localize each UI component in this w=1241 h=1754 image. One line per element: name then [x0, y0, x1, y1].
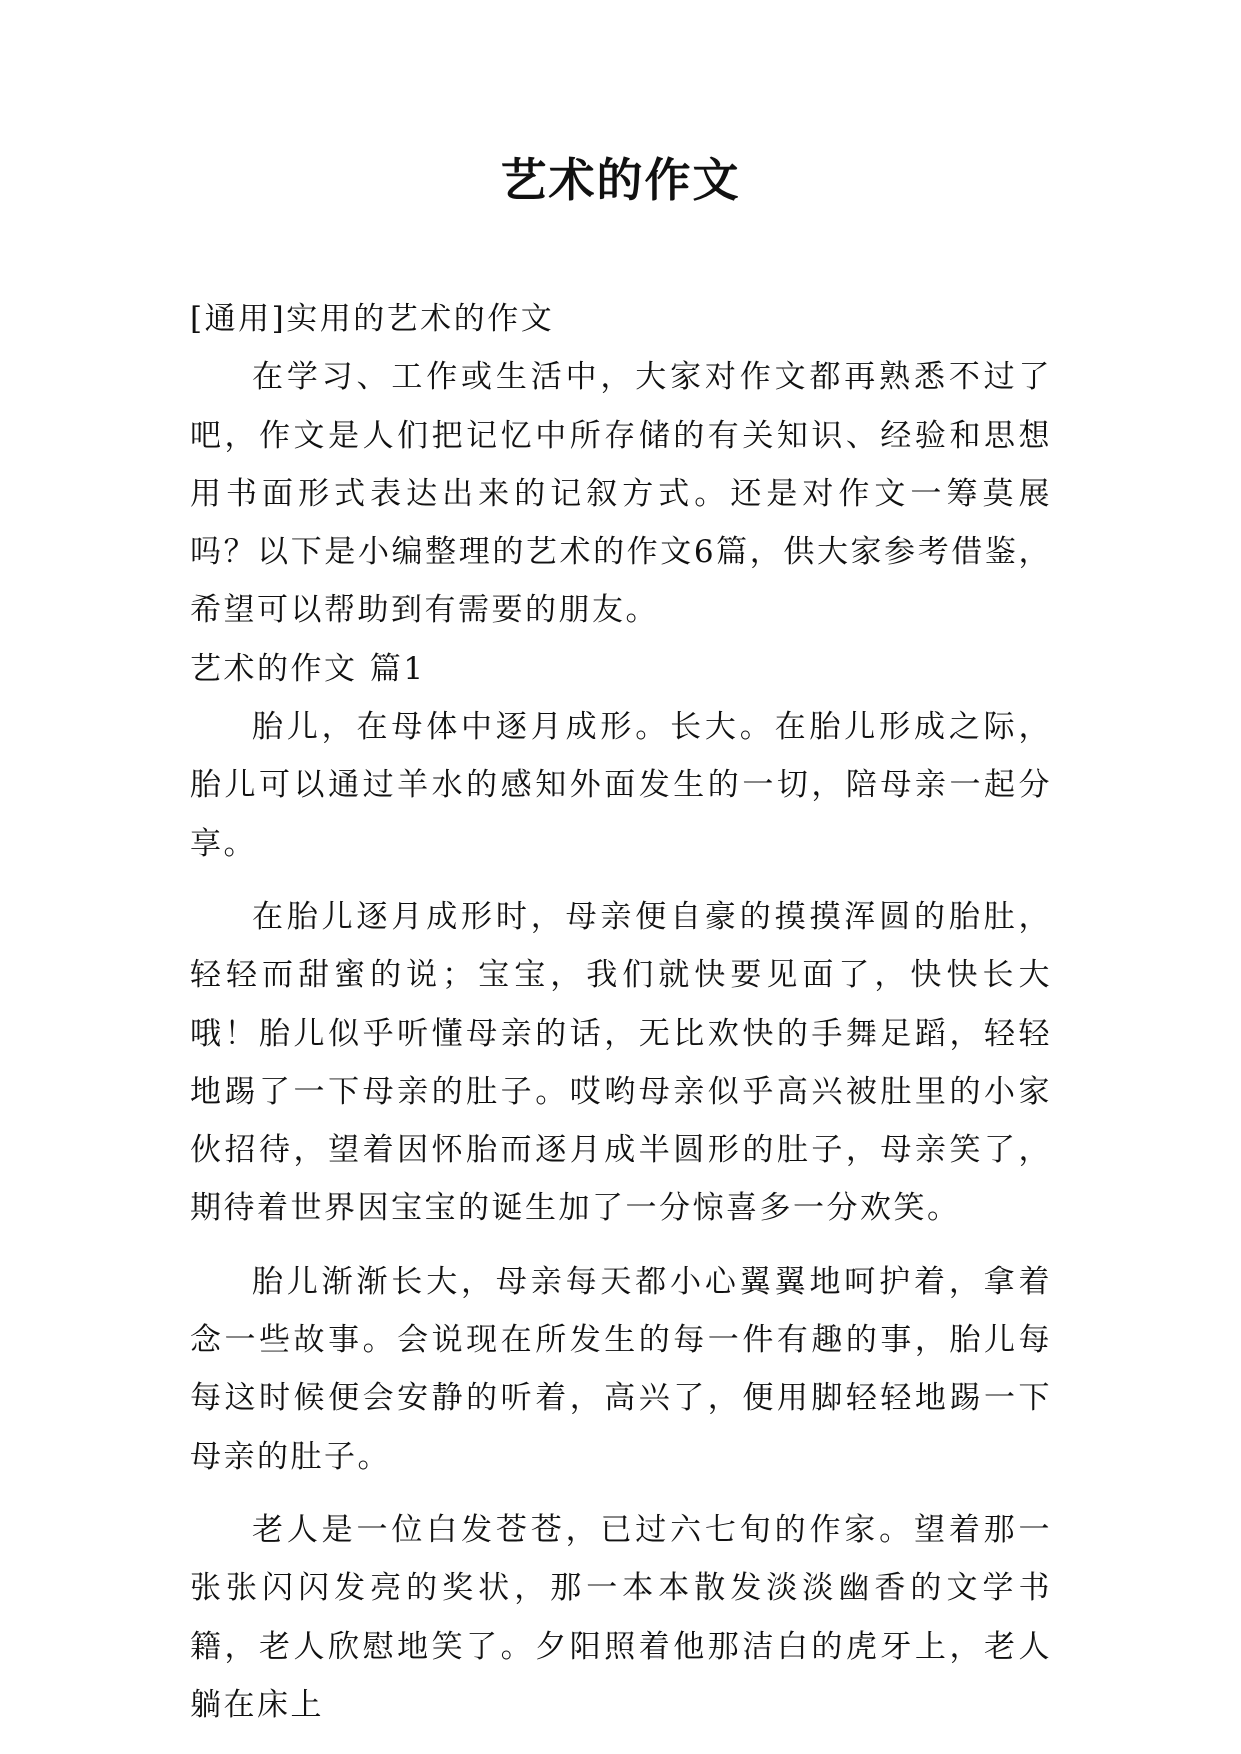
document-body — [190, 290, 1052, 1734]
body-paragraph: 胎儿，在母体中逐月成形。长大。在胎儿形成之际，胎儿可以通过羊水的感知外面发生的一切，陪母亲一起分享。 — [190, 709, 1052, 862]
body-paragraph: 胎儿渐渐长大，母亲每天都小心翼翼地呵护着，拿着念一些故事。会说现在所发生的每一件有趣的事，胎儿每每这时候便会安静的听着，高兴了，便用脚轻轻地踢一下母亲的肚子。 — [190, 1263, 1052, 1475]
document-title: 艺术的作文 — [500, 153, 741, 207]
body-paragraph: 在胎儿逐月成形时，母亲便自豪的摸摸浑圆的胎肚，轻轻而甜蜜的说；宝宝，我们就快要见面了，快快长大哦！胎儿似乎听懂母亲的话，无比欢快的手舞足蹈，轻轻地踢了一下母亲的肚子。哎哟母亲似乎高兴被肚里的小家伙招待，望着因怀胎而逐月成半圆形的肚子，母亲笑了，期待着世界因宝宝的诞生加了一分惊喜多一分欢笑。 — [190, 898, 1052, 1227]
intro-paragraph: 在学习、工作或生活中，大家对作文都再熟悉不过了吧，作文是人们把记忆中所存储的有关知识、经验和思想用书面形式表达出来的记叙方式。还是对作文一筹莫展吗？以下是小编整理的艺术的作文6篇，供大家参考借鉴，希望可以帮助到有需要的朋友。 — [190, 359, 1052, 629]
section-heading: 艺术的作文 篇1 — [190, 650, 426, 687]
body-paragraph: 老人是一位白发苍苍，已过六七旬的作家。望着那一张张闪闪发亮的奖状，那一本本散发淡淡幽香的文学书籍，老人欣慰地笑了。夕阳照着他那洁白的虎牙上，老人躺在床上 — [190, 1511, 1052, 1723]
document-subtitle: [通用]实用的艺术的作文 — [190, 301, 555, 337]
